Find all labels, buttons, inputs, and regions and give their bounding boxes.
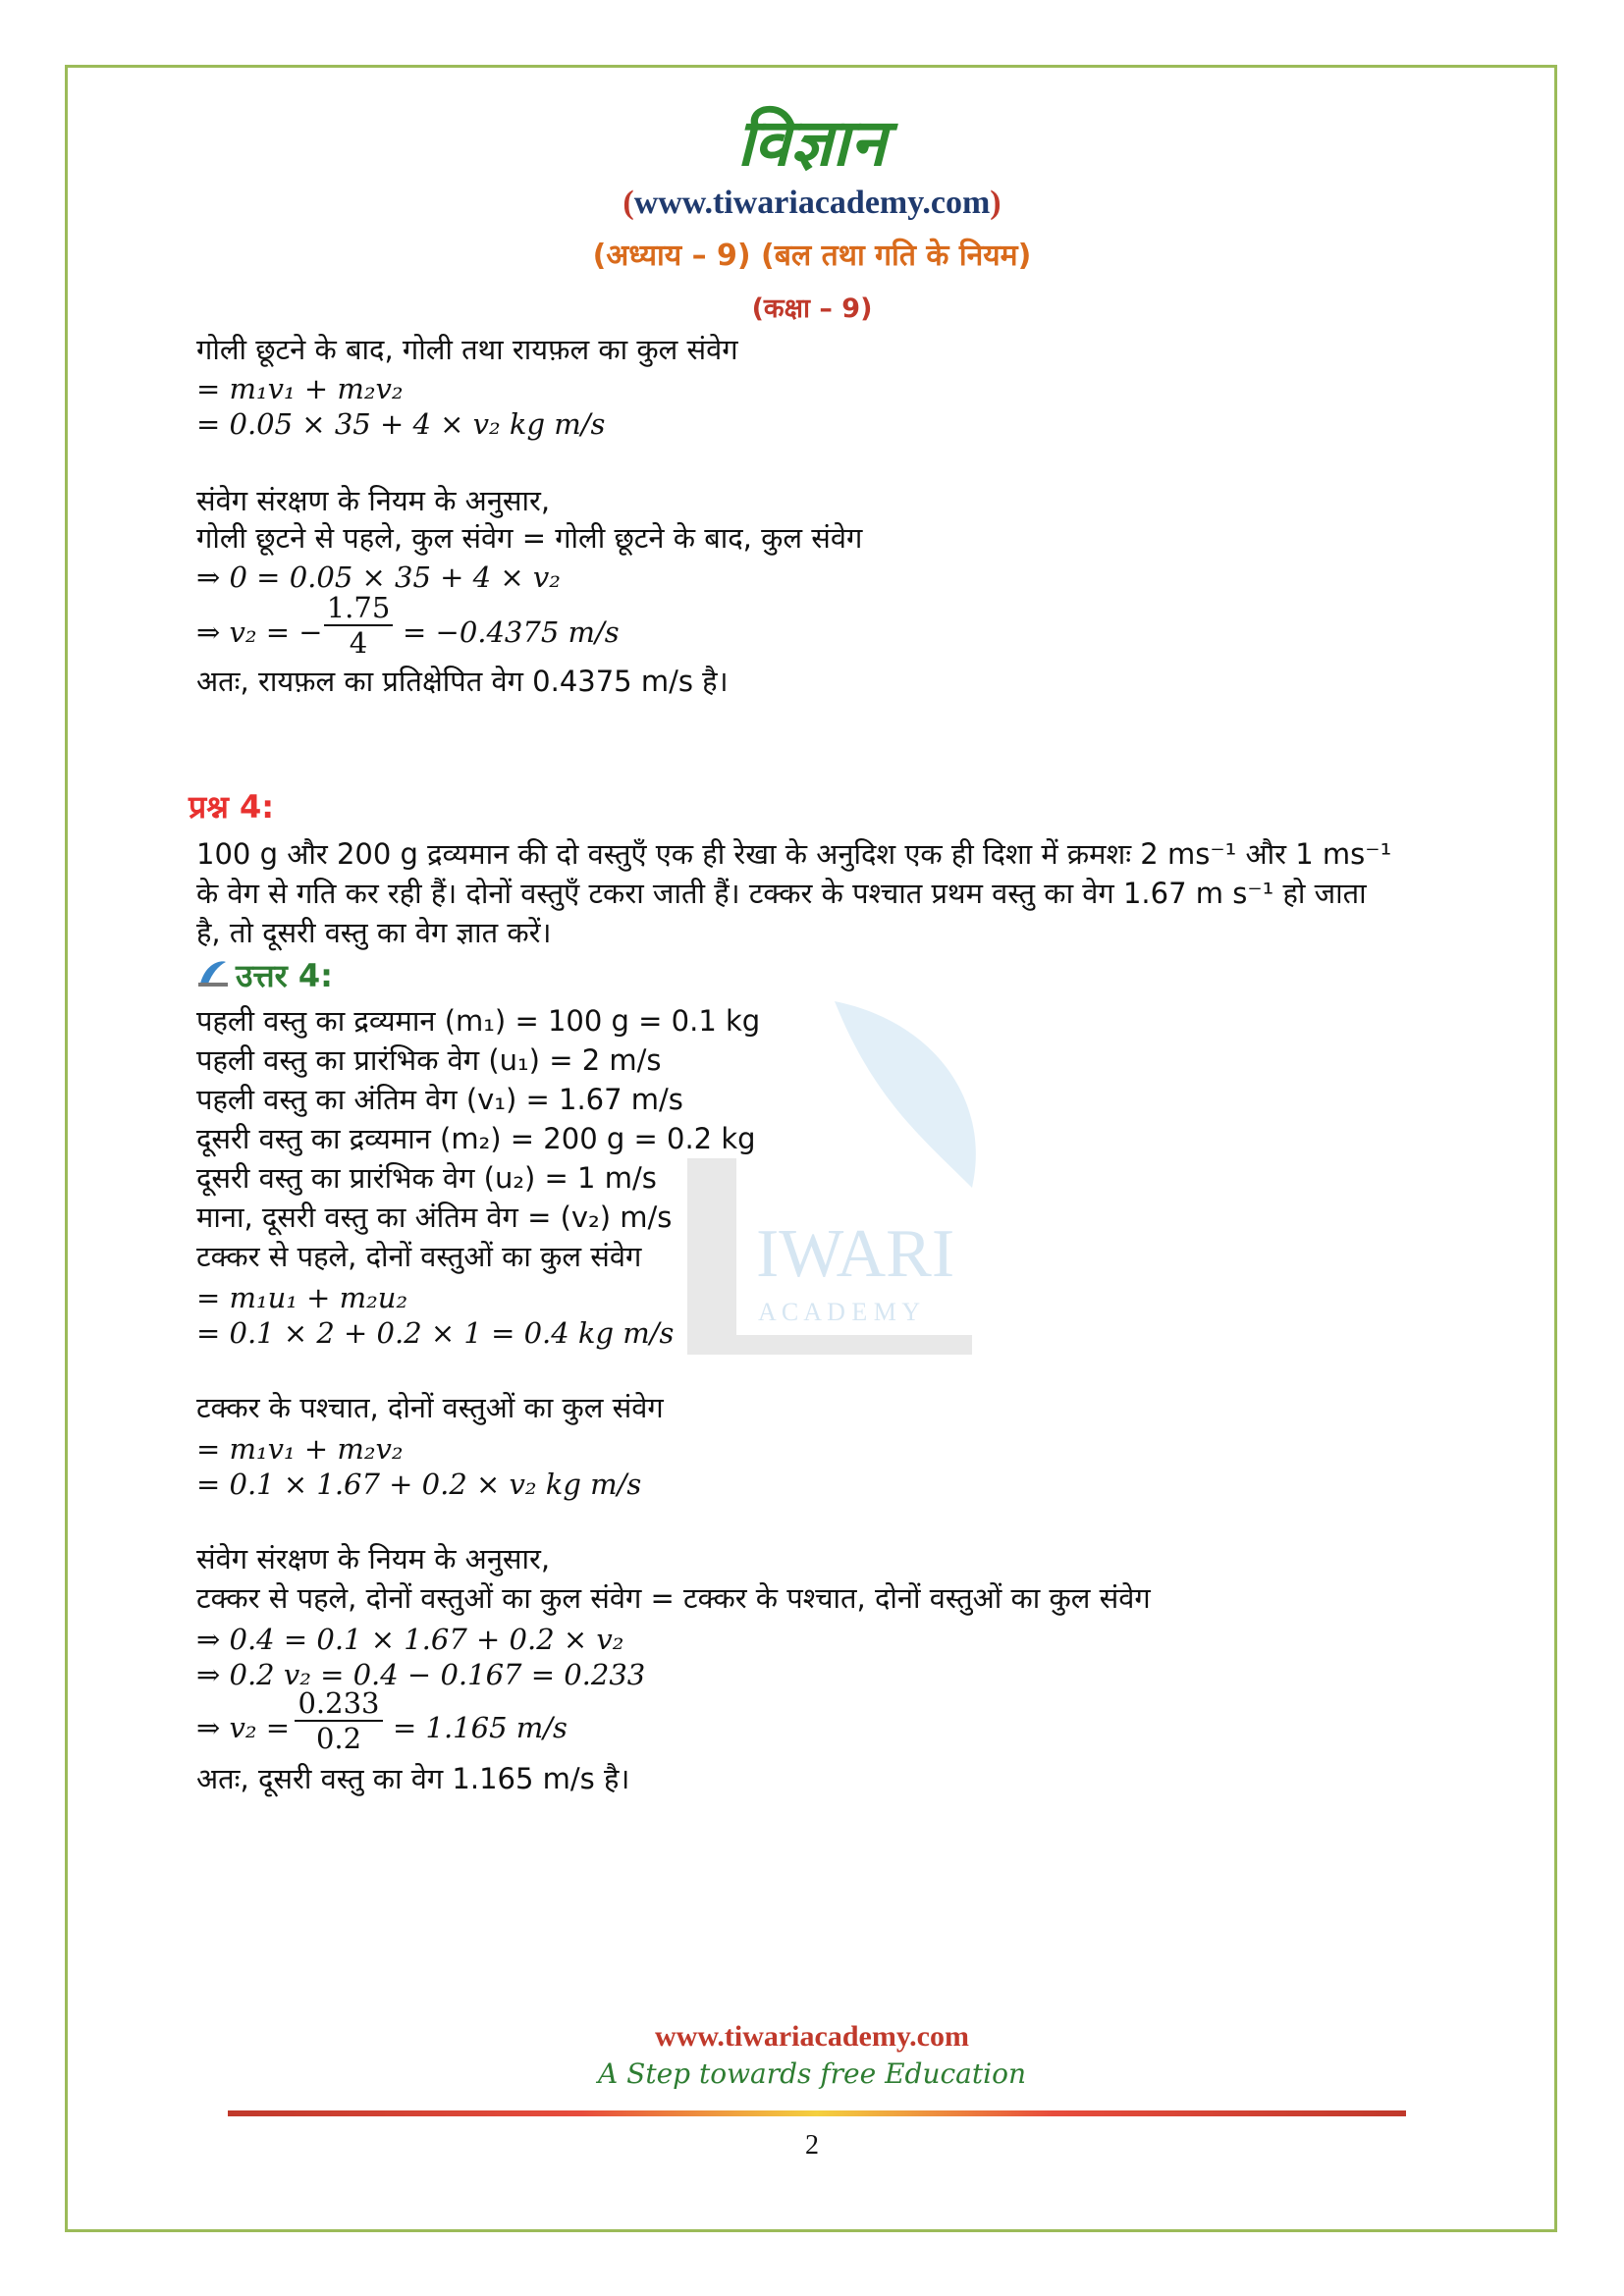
numerator: 1.75: [326, 591, 391, 624]
answer-line: माना, दूसरी वस्तु का अंतिम वेग = (v₂) m/s: [196, 1201, 673, 1234]
answer-line: दूसरी वस्तु का प्रारंभिक वेग (u₂) = 1 m/s: [196, 1161, 657, 1195]
equation-line: ⇒ 0.4 = 0.1 × 1.67 + 0.2 × v₂: [196, 1623, 624, 1656]
equation-line: = m₁v₁ + m₂v₂: [196, 372, 404, 405]
equation-line: = m₁v₁ + m₂v₂: [196, 1432, 404, 1466]
answer-icon: [196, 958, 230, 988]
footer-url: www.tiwariacademy.com: [655, 2020, 969, 2053]
header-url: (www.tiwariacademy.com): [623, 185, 1001, 221]
equation-rhs: = 1.165 m/s: [393, 1711, 568, 1744]
class-label: (कक्षा – 9): [751, 294, 873, 324]
equation-line: = 0.1 × 1.67 + 0.2 × v₂ kg m/s: [196, 1468, 642, 1501]
answer-line: पहली वस्तु का द्रव्यमान (m₁) = 100 g = 0.1 kg: [196, 1004, 761, 1038]
answer-heading: उत्तर 4:: [236, 957, 333, 994]
answer-line: संवेग संरक्षण के नियम के अनुसार,: [196, 1542, 551, 1575]
answer-line: पहली वस्तु का अंतिम वेग (v₁) = 1.67 m/s: [196, 1083, 683, 1116]
denominator: 0.2: [295, 1720, 383, 1755]
footer-divider: [228, 2110, 1406, 2116]
numerator: 0.233: [298, 1686, 380, 1720]
conclusion-line: अतः, रायफ़ल का प्रतिक्षेपित वेग 0.4375 m/s है।: [196, 665, 729, 698]
fraction: [324, 591, 393, 660]
answer-line: टक्कर से पहले, दोनों वस्तुओं का कुल संवेग: [196, 1240, 642, 1273]
page-number: 2: [805, 2130, 819, 2161]
answer-line: दूसरी वस्तु का द्रव्यमान (m₂) = 200 g = 0.2 kg: [196, 1122, 756, 1155]
equation-line: ⇒ 0 = 0.05 × 35 + 4 × v₂: [196, 561, 561, 594]
footer-tagline: A Step towards free Education: [598, 2057, 1026, 2090]
question-text: है, तो दूसरी वस्तु का वेग ज्ञात करें।: [196, 916, 552, 949]
text-line: संवेग संरक्षण के नियम के अनुसार,: [196, 484, 551, 517]
fraction: [295, 1686, 383, 1755]
equation-line: = 0.05 × 35 + 4 × v₂ kg m/s: [196, 407, 606, 441]
chapter-title: (अध्याय – 9) (बल तथा गति के नियम): [592, 239, 1032, 273]
equation-line: ⇒ 0.2 v₂ = 0.4 − 0.167 = 0.233: [196, 1658, 646, 1691]
text-line: गोली छूटने से पहले, कुल संवेग = गोली छूटने के बाद, कुल संवेग: [196, 521, 863, 555]
question-text: के वेग से गति कर रही हैं। दोनों वस्तुएँ टकरा जाती हैं। टक्कर के पश्चात प्रथम वस्तु का वेग 1.67 m s⁻¹ हो जाता: [196, 877, 1367, 910]
equation-lhs: ⇒ v₂ =: [196, 1711, 291, 1744]
equation-lhs: ⇒ v₂ = −: [196, 615, 323, 649]
denominator: 4: [324, 624, 393, 660]
svg-text:IWARI: IWARI: [756, 1216, 955, 1292]
question-heading: प्रश्न 4:: [189, 788, 275, 826]
equation-line: = m₁u₁ + m₂u₂: [196, 1281, 408, 1314]
conclusion-line: अतः, दूसरी वस्तु का वेग 1.165 m/s है।: [196, 1762, 630, 1795]
equation-line: = 0.1 × 2 + 0.2 × 1 = 0.4 kg m/s: [196, 1316, 675, 1350]
equation-rhs: = −0.4375 m/s: [403, 615, 620, 649]
svg-text:A C A D E M Y: A C A D E M Y: [758, 1298, 921, 1326]
page-title: विज्ञान: [736, 105, 888, 181]
text-line: गोली छूटने के बाद, गोली तथा रायफ़ल का कुल संवेग: [196, 333, 738, 366]
answer-line: पहली वस्तु का प्रारंभिक वेग (u₁) = 2 m/s: [196, 1043, 662, 1077]
question-text: 100 g और 200 g द्रव्यमान की दो वस्तुएँ एक ही रेखा के अनुदिश एक ही दिशा में क्रमशः 2 ms⁻¹ और 1 ms⁻¹: [196, 837, 1392, 871]
answer-line: टक्कर के पश्चात, दोनों वस्तुओं का कुल संवेग: [196, 1391, 664, 1424]
answer-line: टक्कर से पहले, दोनों वस्तुओं का कुल संवेग = टक्कर के पश्चात, दोनों वस्तुओं का कुल संवेग: [196, 1581, 1151, 1615]
